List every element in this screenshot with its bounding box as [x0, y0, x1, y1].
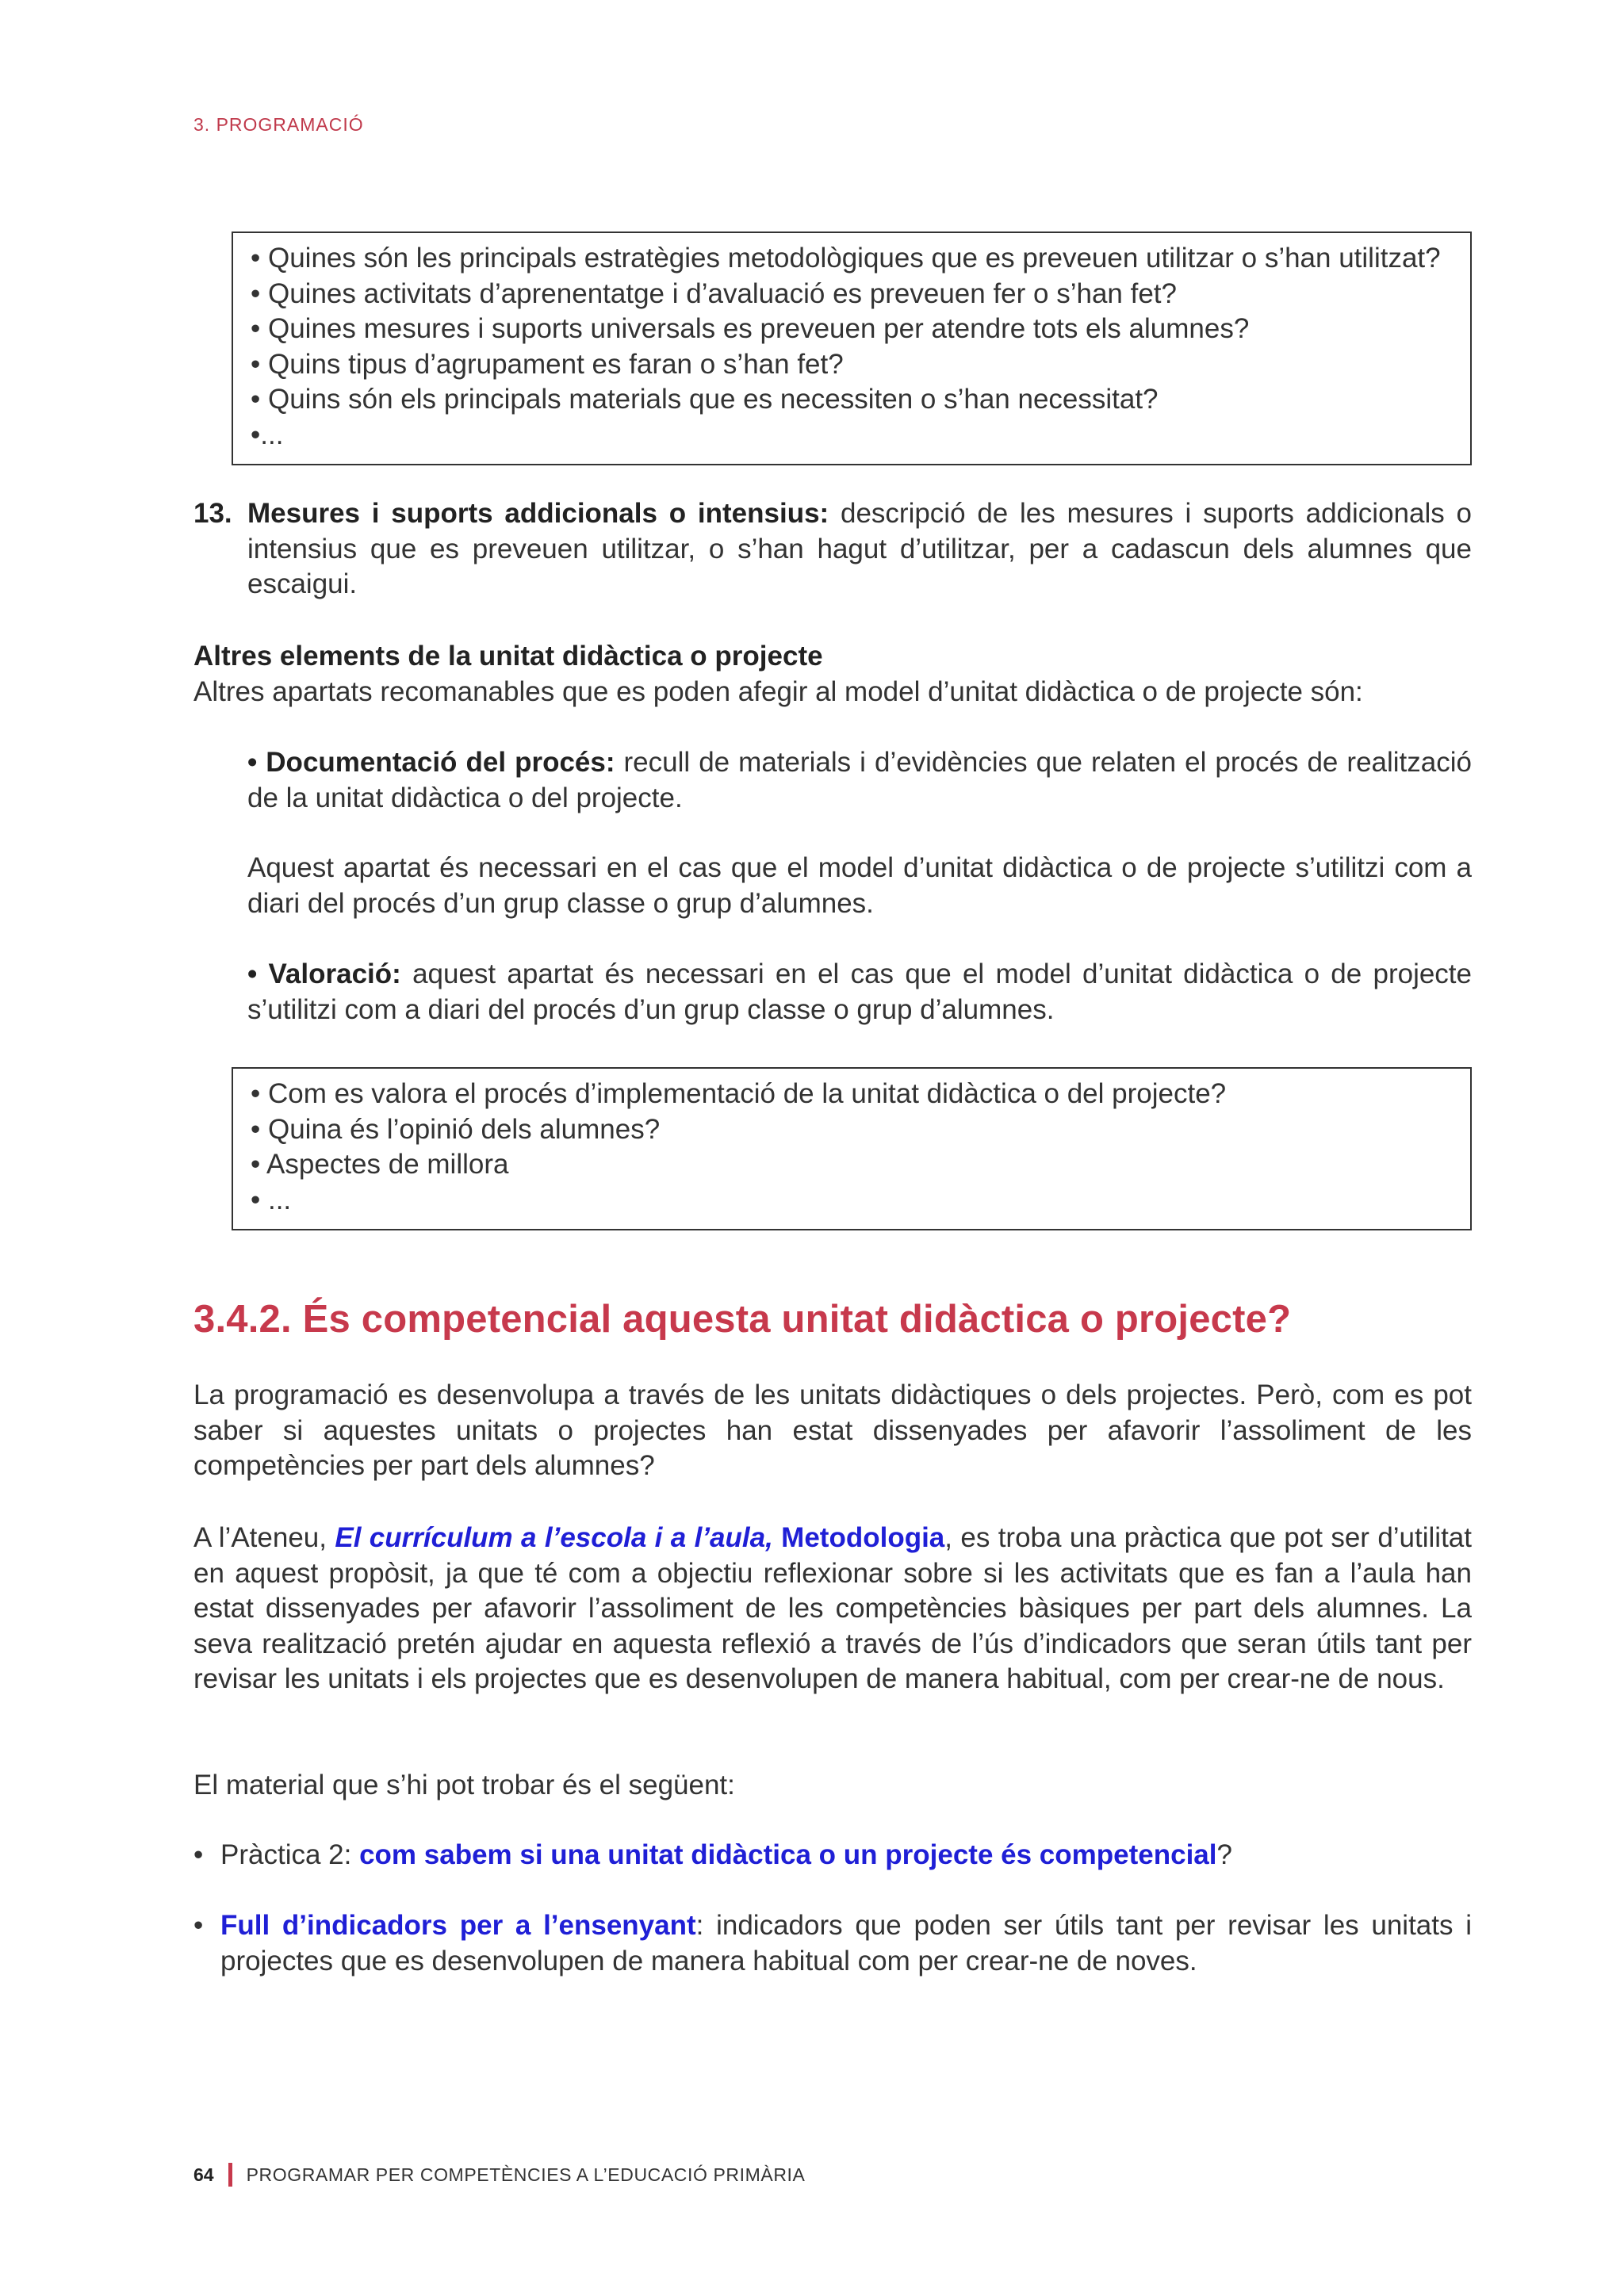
footer-divider — [228, 2163, 232, 2187]
paragraph-altres-intro: Altres apartats recomanables que es poden afegir al model d’unitat didàctica o de projecte són: — [193, 676, 1363, 707]
valoracio-text: aquest apartat és necessari en el cas que el model d’unitat didàctica o de projecte s’utilitzi com a diari del procés d’un grup classe o grup d’alumnes. — [247, 959, 1472, 1025]
documentacio-text: recull de materials i d’evidències que relaten el procés de realització de la unitat didàctica o del projecte. — [247, 747, 1472, 813]
documentacio-label: • Documentació del procés: — [247, 747, 615, 778]
list-item-practica — [193, 1838, 1472, 1873]
box-line: • Quins són els principals materials que es necessiten o s’han necessitat? — [251, 384, 1159, 415]
link-curriculum[interactable]: El currículum a l’escola i a l’aula, — [335, 1522, 773, 1553]
subheading-altres: Altres elements de la unitat didàctica o projecte — [193, 641, 823, 672]
numbered-item-13 — [193, 496, 1472, 603]
box-line: • Com es valora el procés d’implementació de la unitat didàctica o del projecte? — [251, 1078, 1227, 1109]
footer-title: PROGRAMAR PER COMPETÈNCIES A L’EDUCACIÓ PRIMÀRIA — [246, 2164, 806, 2185]
paragraph-material: El material que s’hi pot trobar és el següent: — [193, 1770, 735, 1800]
ateneu-post: , es troba una pràctica que pot ser d’utilitat en aquest propòsit, ja que té com a objectiu reflexionar sobre si les activitats que es fan a l’aula han estat dissenyades per afavorir l’assoliment de les competències bàsiques per part dels alumnes. La seva realització pretén ajudar en aquesta reflexió a través de l’ús d’indicadors que seran útils tant per revisar les unitats i els projectes que es desenvolupen de manera habitual, com per crear-ne de nous. — [193, 1522, 1472, 1694]
paragraph-valoracio — [247, 957, 1472, 1027]
list-item-text — [220, 1908, 1472, 1979]
item-number: 13. — [193, 498, 232, 529]
paragraph-intro: La programació es desenvolupa a través de les unitats didàctiques o dels projectes. Però, com es pot saber si aquestes unitats o projectes han estat dissenyades per afavorir l’assoliment de les competències per part dels alumnes? — [193, 1380, 1472, 1481]
box-line: •... — [251, 419, 284, 450]
box-line: • ... — [251, 1184, 292, 1215]
paragraph-aquest-apartat: Aquest apartat és necessari en el cas que el model d’unitat didàctica o de projecte s’utilitzi com a diari del procés d’un grup classe o grup d’alumnes. — [247, 852, 1472, 919]
practica-pre: Pràctica 2: — [220, 1839, 360, 1870]
box-line: • Aspectes de millora — [251, 1149, 509, 1180]
item-text — [247, 496, 1472, 603]
valoracio-label: • Valoració: — [247, 959, 401, 989]
full-indicadors-post: : indicadors que poden ser útils tant per revisar les unitats i projectes que es desenvolupen de manera habitual com per crear-ne de noves. — [220, 1910, 1472, 1976]
section-title: 3.4.2. És competencial aquesta unitat didàctica o projecte? — [193, 1298, 1292, 1341]
box-line: • Quines activitats d’aprenentatge i d’avaluació es preveuen fer o s’han fet? — [251, 277, 1177, 309]
box-line: • Quines són les principals estratègies metodològiques que es preveuen utilitzar o s’han utilitzat? — [251, 243, 1441, 274]
bullet-mark: • — [193, 1910, 204, 1941]
link-full-indicadors[interactable]: Full d’indicadors per a l’ensenyant — [220, 1910, 696, 1941]
box-line: • Quins tipus d’agrupament es faran o s’han fet? — [251, 348, 844, 380]
paragraph-documentacio — [247, 745, 1472, 816]
page-number: 64 — [193, 2164, 214, 2185]
practica-post: ? — [1216, 1839, 1232, 1870]
link-practica-2[interactable]: com sabem si una unitat didàctica o un projecte és competencial — [359, 1839, 1217, 1870]
bullet-mark: • — [193, 1839, 204, 1870]
box-line: • Quines mesures i suports universals es preveuen per atendre tots els alumnes? — [251, 313, 1250, 344]
item-description: descripció de les mesures i suports addicionals o intensius que es preveuen utilitzar, o s’han hagut d’utilitzar, per a cadascun dels alumnes que escaigui. — [247, 498, 1472, 599]
item-label: Mesures i suports addicionals o intensius: — [247, 498, 829, 529]
questions-box-evaluation — [232, 1067, 1472, 1230]
list-item-text — [220, 1838, 1472, 1873]
running-head: 3. PROGRAMACIÓ — [193, 114, 364, 135]
list-item-full-indicadors — [193, 1908, 1472, 1979]
box-line: • Quina és l’opinió dels alumnes? — [251, 1113, 661, 1145]
link-metodologia[interactable]: Metodologia — [772, 1522, 945, 1553]
ateneu-pre: A l’Ateneu, — [193, 1522, 335, 1553]
paragraph-ateneu — [193, 1521, 1472, 1697]
questions-box-methodology — [232, 232, 1472, 465]
page-footer — [193, 2163, 805, 2187]
